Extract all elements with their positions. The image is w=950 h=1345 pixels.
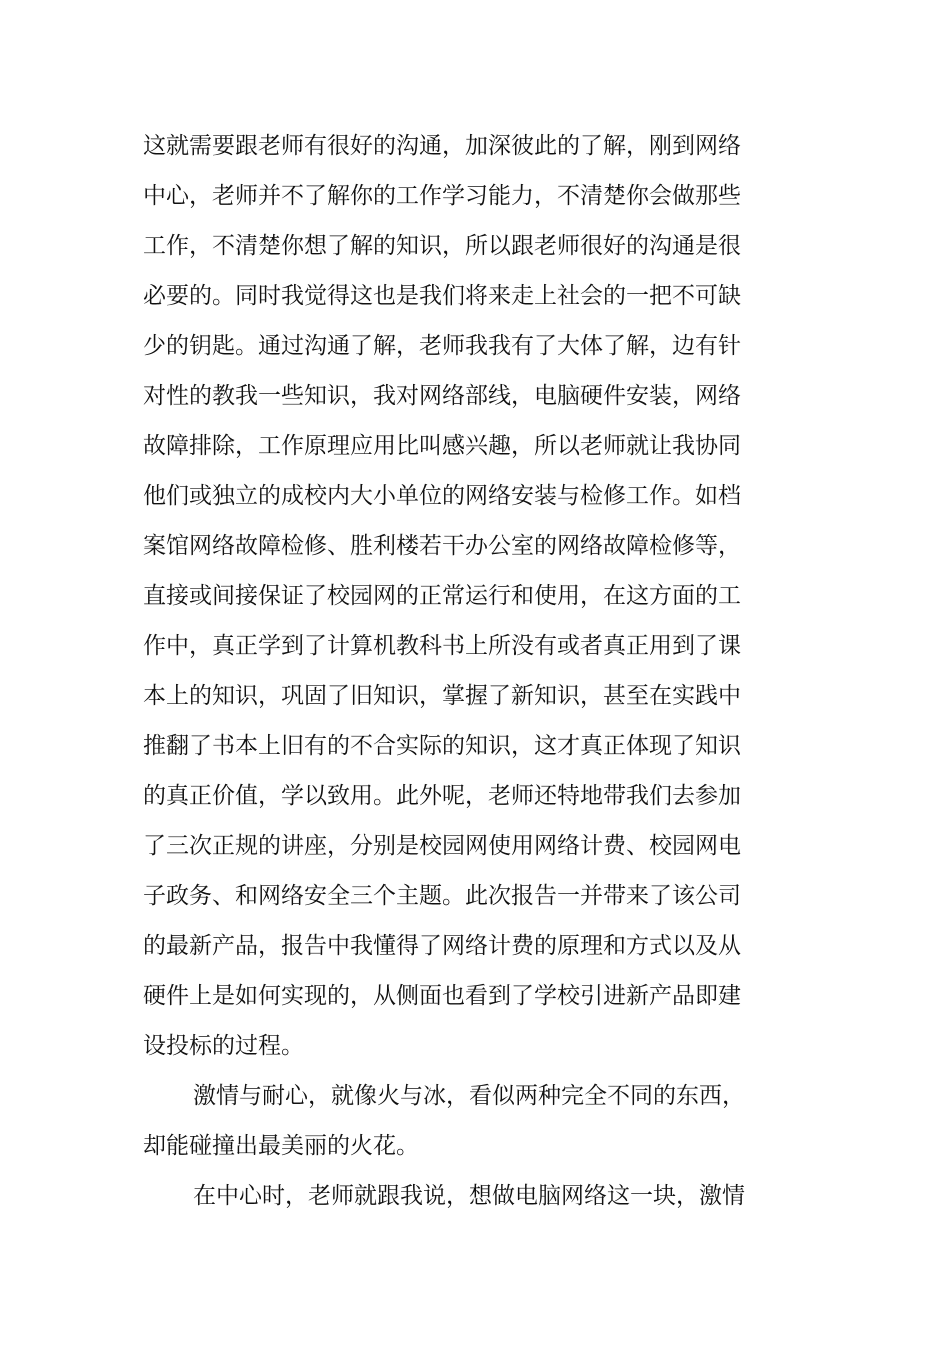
text-line: 必要的。同时我觉得这也是我们将来走上社会的一把不可缺 [143, 283, 741, 309]
text-line: 工作，不清楚你想了解的知识，所以跟老师很好的沟通是很 [143, 233, 741, 259]
text-line: 硬件上是如何实现的，从侧面也看到了学校引进新产品即建 [143, 983, 741, 1009]
text-line: 中心，老师并不了解你的工作学习能力，不清楚你会做那些 [143, 183, 741, 209]
text-line: 设投标的过程。 [143, 1033, 304, 1059]
text-line: 他们或独立的成校内大小单位的网络安装与检修工作。如档 [143, 483, 741, 509]
text-line: 推翻了书本上旧有的不合实际的知识，这才真正体现了知识 [143, 733, 741, 759]
text-line: 却能碰撞出最美丽的火花。 [143, 1133, 419, 1159]
text-line: 本上的知识，巩固了旧知识，掌握了新知识，甚至在实践中 [143, 683, 741, 709]
paragraph-first-line: 在中心时，老师就跟我说，想做电脑网络这一块，激情 [193, 1183, 745, 1209]
text-line: 子政务、和网络安全三个主题。此次报告一并带来了该公司 [143, 883, 741, 909]
text-line: 作中，真正学到了计算机教科书上所没有或者真正用到了课 [143, 633, 741, 659]
text-line: 案馆网络故障检修、胜利楼若干办公室的网络故障检修等， [143, 533, 741, 559]
text-line: 的最新产品，报告中我懂得了网络计费的原理和方式以及从 [143, 933, 741, 959]
text-line: 的真正价值，学以致用。此外呢，老师还特地带我们去参加 [143, 783, 741, 809]
text-line: 少的钥匙。通过沟通了解，老师我我有了大体了解，边有针 [143, 333, 741, 359]
text-line: 这就需要跟老师有很好的沟通，加深彼此的了解，刚到网络 [143, 133, 741, 159]
text-line: 直接或间接保证了校园网的正常运行和使用，在这方面的工 [143, 583, 741, 609]
paragraph-first-line: 激情与耐心，就像火与冰，看似两种完全不同的东西， [193, 1083, 745, 1109]
text-line: 故障排除，工作原理应用比叫感兴趣，所以老师就让我协同 [143, 433, 741, 459]
text-line: 了三次正规的讲座，分别是校园网使用网络计费、校园网电 [143, 833, 741, 859]
text-line: 对性的教我一些知识，我对网络部线，电脑硬件安装，网络 [143, 383, 741, 409]
